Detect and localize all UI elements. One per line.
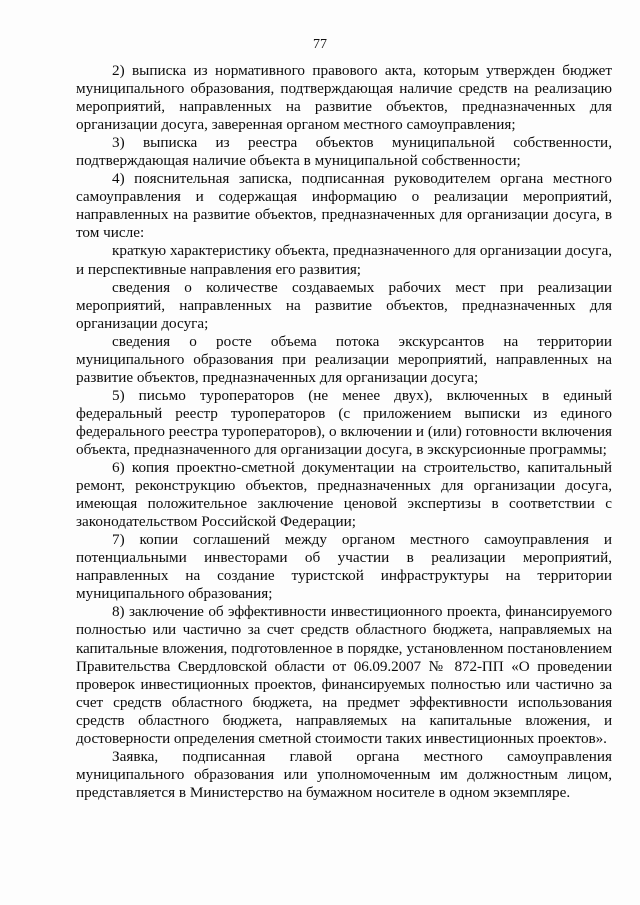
paragraph-item-4: 4) пояснительная записка, подписанная руководителем органа местного самоуправления и содержащая информацию о реализации мероприятий, направленных на развитие объектов, предназначенных для организации досуга, в том числе: <box>76 170 612 242</box>
paragraph-item-5: 5) письмо туроператоров (не менее двух), включенных в единый федеральный реестр туроператоров (с приложением выписки из единого федерального реестра туроператоров), о включении и (или) готовности включения объекта, предназначенного для организации досуга, в экскурсионные программы; <box>76 386 612 458</box>
page-number: 77 <box>313 37 327 52</box>
paragraph-item-6: 6) копия проектно-сметной документации на строительство, капитальный ремонт, реконструкцию объектов, предназначенных для организации досуга, имеющая положительное заключение ценовой экспертизы в соответствии с законодательством Российской Федерации; <box>76 459 612 531</box>
paragraph-item-3: 3) выписка из реестра объектов муниципальной собственности, подтверждающая наличие объекта в муниципальной собственности; <box>76 134 612 170</box>
paragraph-jobs-info: сведения о количестве создаваемых рабочих мест при реализации мероприятий, направленных на развитие объектов, предназначенных для организации досуга; <box>76 278 612 332</box>
paragraph-item-7: 7) копии соглашений между органом местного самоуправления и потенциальными инвесторами об участии в реализации мероприятий, направленных на создание туристской инфраструктуры на территории муниципального образования; <box>76 531 612 603</box>
paragraph-item-2: 2) выписка из нормативного правового акта, которым утвержден бюджет муниципального образования, подтверждающая наличие средств на реализацию мероприятий, направленных на развитие объектов, предназначенных для организации досуга, заверенная органом местного самоуправления; <box>76 62 612 134</box>
paragraph-tourist-flow-info: сведения о росте объема потока экскурсантов на территории муниципального образования при реализации мероприятий, направленных на развитие объектов, предназначенных для организации досуга; <box>76 332 612 386</box>
paragraph-item-8: 8) заключение об эффективности инвестиционного проекта, финансируемого полностью или частично за счет средств областного бюджета, направляемых на капитальные вложения, подготовленное в порядке, установленном постановлением Правительства Свердловской области от 06.09.2007 № 872-ПП «О проведении проверок инвестиционных проектов, финансируемых полностью или частично за счет средств областного бюджета, на предмет эффективности использования средств областного бюджета, направляемых на капитальные вложения, и достоверности определения сметной стоимости таких инвестиционных проектов». <box>76 603 612 747</box>
document-body <box>76 62 612 802</box>
paragraph-object-characteristics: краткую характеристику объекта, предназначенного для организации досуга, и перспективные направления его развития; <box>76 242 612 278</box>
paragraph-application: Заявка, подписанная главой органа местного самоуправления муниципального образования или уполномоченным им должностным лицом, представляется в Министерство на бумажном носителе в одном экземпляре. <box>76 747 612 801</box>
